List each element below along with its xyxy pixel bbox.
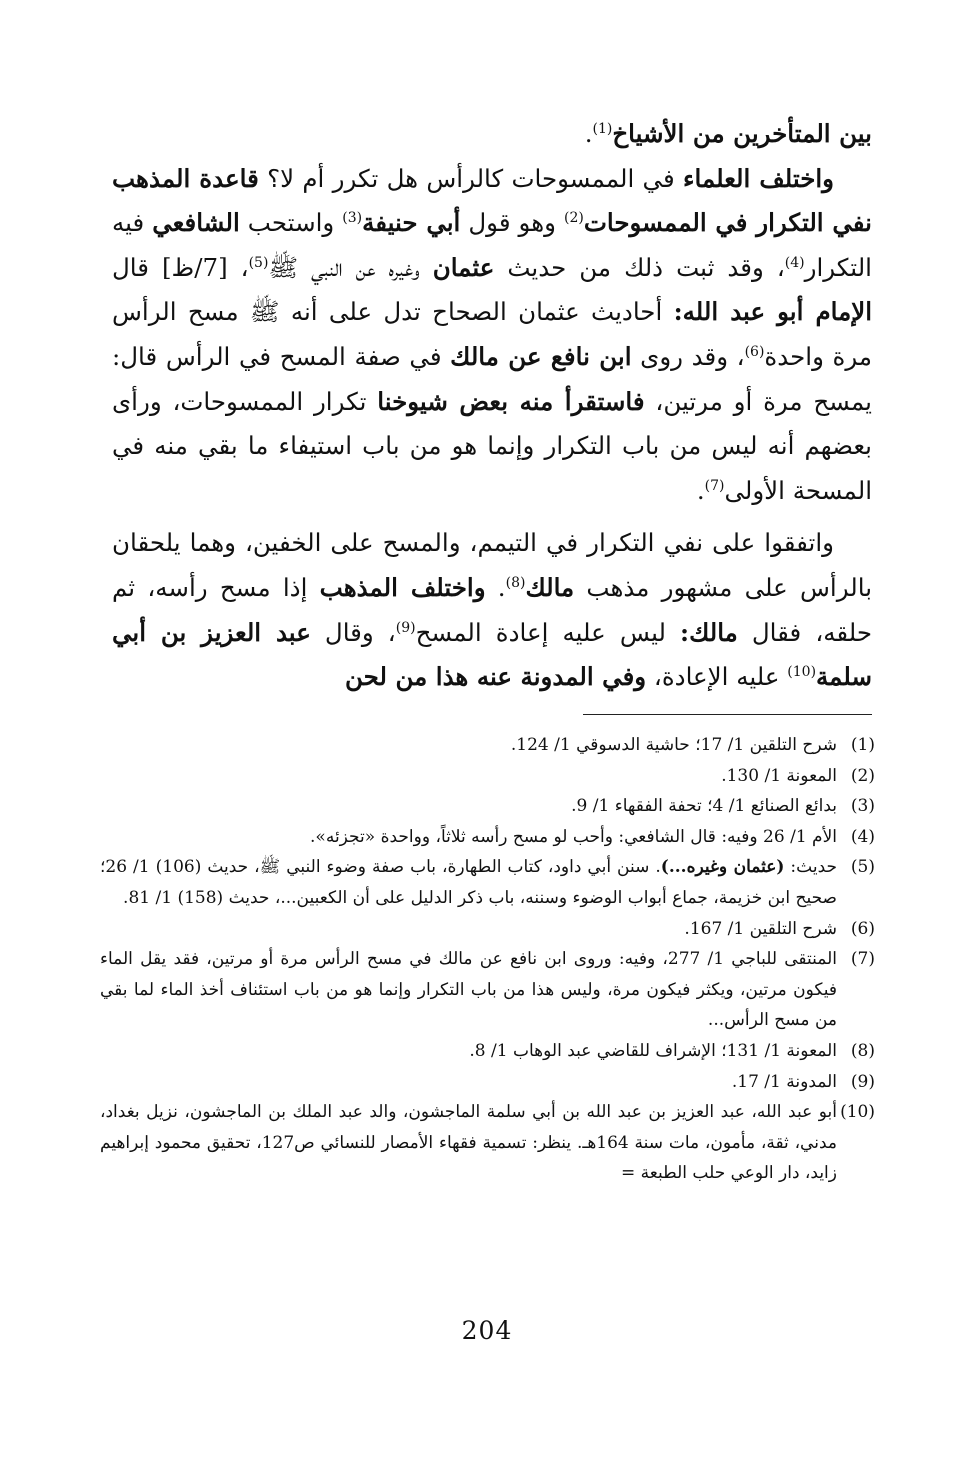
- bold-phrase: مالك: [525, 572, 575, 602]
- text-run: حديث:: [784, 857, 838, 878]
- text-run: ، [7/ظ] قال: [112, 252, 249, 282]
- bold-phrase: عبد العزيز بن أبي سلمة: [112, 617, 872, 692]
- bold-phrase: قاعدة المذهب نفي التكرار في الممسوحات: [112, 163, 872, 238]
- footnote-ref: (1): [592, 120, 613, 137]
- footnote-number: (2): [850, 765, 875, 786]
- text-run: .: [485, 572, 506, 602]
- bold-phrase: فاستقرأ منه بعض شيوخنا: [377, 386, 645, 416]
- footnote-number: (7): [850, 949, 875, 970]
- footnote-text: بدائع الصنائع 1/ 4؛ تحفة الفقهاء 1/ 9.: [571, 796, 837, 817]
- text-run: واتفقوا على نفي التكرار في التيمم، والمسح على الخفين، وهما يلحقان بالرأس على مشهور مذهب: [112, 528, 873, 602]
- bold-phrase: وفي المدونة عنه هذا من لحن: [345, 662, 647, 692]
- footnote-ref: (3): [342, 210, 363, 227]
- footnote: [100, 944, 875, 1036]
- footnote-text: المعونة 1/ 131؛ الإشراف للقاضي عبد الوهاب 1/ 8.: [469, 1040, 837, 1061]
- footnote-ref: (9): [395, 619, 416, 636]
- page-number: 204: [461, 1316, 513, 1345]
- text-run: ليس عليه إعادة المسح: [415, 617, 681, 647]
- footnotes: [100, 730, 875, 1189]
- bold-phrase: الشافعي: [152, 208, 240, 238]
- bold-phrase: (عثمان وغيره...): [660, 857, 785, 878]
- footnote-number: (4): [850, 826, 875, 847]
- footnote-number: (9): [850, 1071, 875, 1092]
- text-run: تكرار الممسوحات، ورأى بعضهم أنه ليس من باب التكرار وإنما هو من باب استيفاء ما بقي منه في المسحة الأولى: [112, 386, 872, 505]
- text-run: عليه الإعادة،: [646, 662, 788, 692]
- footnote: [100, 730, 875, 761]
- text-run: في الممسوحات كالرأس هل تكرر أم لا؟: [258, 163, 683, 193]
- text-run: ، وقال: [310, 617, 396, 647]
- footnote: [100, 1036, 875, 1067]
- text-run: .: [696, 475, 705, 505]
- text-run: أحاديث عثمان الصحاح تدل على أنه ﷺ مسح الرأس مرة واحدة: [112, 297, 872, 371]
- bold-phrase: أبي حنيفة: [362, 208, 461, 238]
- text-run: واستحب: [239, 208, 343, 238]
- footnote: [100, 852, 875, 913]
- bold-phrase: واختلف المذهب: [319, 572, 486, 602]
- footnote-separator: [583, 714, 872, 715]
- footnote-ref: (8): [505, 574, 526, 591]
- bold-phrase: عثمان: [432, 252, 495, 282]
- footnote-text: أبو عبد الله، عبد العزيز بن عبد الله بن أبي سلمة الماجشون، والد عبد الملك بن الماجشون، نزيل بغداد، مدني، ثقة، مأمون، مات سنة 164هـ. ينظر: تسمية فقهاء الأمصار للنسائي ص127، تحقيق محمود إبراهيم زايد، دار الوعي حلب الطبعة =: [100, 1102, 837, 1184]
- text-run: إذا مسح رأسه، ثم حلقه، فقال: [112, 572, 873, 647]
- footnote: [100, 1097, 875, 1189]
- text-run: وغيره عن النبي ﷺ: [268, 252, 433, 282]
- footnote: [100, 914, 875, 945]
- text-run: ، وقد روى: [631, 341, 745, 371]
- footnote-number: (5): [850, 857, 875, 878]
- bold-phrase: واختلف العلماء: [682, 163, 834, 193]
- paragraph-1: [112, 112, 872, 157]
- footnote-ref: (7): [704, 477, 725, 494]
- footnote: [100, 822, 875, 853]
- footnote-text: المنتقى للباجي 1/ 277، وفيه: وروى ابن نافع عن مالك في مسح الرأس مرة أو مرتين، فقد يقل الماء فيكون مرتين، ويكثر فيكون مرة، وليس هذا من باب التكرار وإنما هو من باب استئناف أخذ الماء لما بقي من مسح الرأس...: [100, 949, 837, 1031]
- text-run: ، وقد ثبت ذلك من حديث: [494, 252, 785, 282]
- footnote-number: (6): [850, 918, 875, 939]
- paragraph-2: [112, 157, 872, 514]
- text-run: .: [584, 119, 593, 148]
- footnote-ref: (5): [248, 254, 269, 271]
- footnote-number: (1): [850, 735, 875, 755]
- footnote-ref: (6): [744, 343, 765, 360]
- main-text: [112, 112, 872, 700]
- footnote-number: (8): [850, 1040, 875, 1061]
- paragraph-3: [112, 521, 872, 699]
- bold-phrase: الإمام أبو عبد الله:: [673, 297, 873, 327]
- footnote-ref: (4): [784, 254, 805, 271]
- footnote-text: المعونة 1/ 130.: [721, 765, 837, 786]
- footnote-text: الأم 1/ 26 وفيه: قال الشافعي: وأحب لو مسح رأسه ثلاثاً، وواحدة «تجزئه».: [310, 826, 837, 847]
- footnote: [100, 1067, 875, 1098]
- footnote-ref: (10): [787, 663, 817, 680]
- footnote-text: شرح التلقين 1/ 17؛ حاشية الدسوقي 1/ 124.: [510, 735, 837, 755]
- bold-phrase: بين المتأخرين من الأشياخ: [612, 119, 872, 148]
- footnote-text: شرح التلقين 1/ 167.: [684, 918, 837, 939]
- footnote: [100, 761, 875, 792]
- footnote-text: المدونة 1/ 17.: [731, 1071, 837, 1092]
- bold-phrase: ابن نافع عن مالك: [450, 341, 632, 371]
- footnote-number: (3): [850, 796, 875, 817]
- footnote: [100, 791, 875, 822]
- footnote-ref: (2): [563, 210, 584, 227]
- bold-phrase: مالك:: [680, 617, 738, 647]
- text-run: فيه التكرار: [112, 208, 872, 282]
- text-run: في صفة المسح في الرأس قال: يمسح مرة أو مرتين،: [112, 341, 872, 416]
- footnote-text: [100, 852, 837, 913]
- text-run: وهو قول: [460, 208, 564, 238]
- footnote-number: (10): [840, 1102, 875, 1123]
- text-run: . سنن أبي داود، كتاب الطهارة، باب صفة وضوء النبي ﷺ، حديث (106) 1/ 26؛ صحيح ابن خزيمة، جماع أبواب الوضوء وسننه، باب ذكر الدليل على أن الكعبين...، حديث (158) 1/ 81.: [100, 857, 837, 908]
